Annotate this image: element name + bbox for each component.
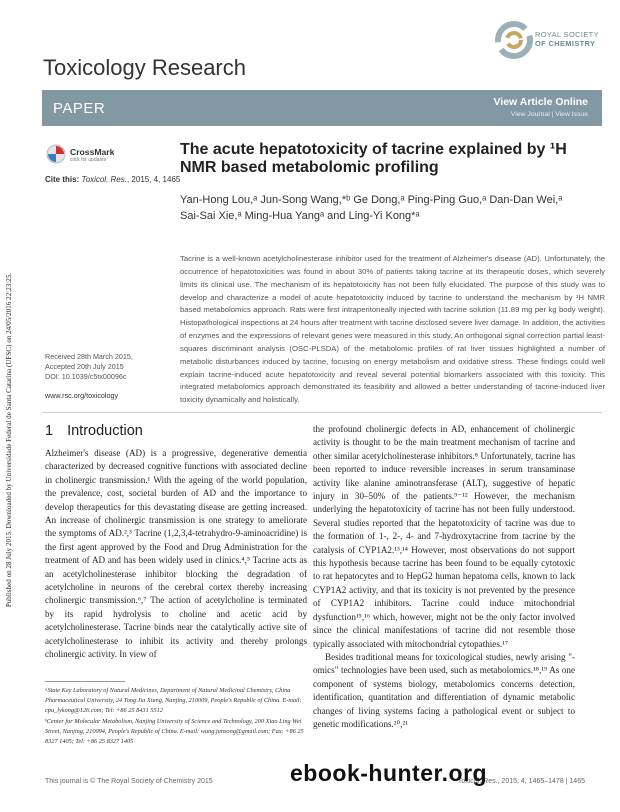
journal-website-link[interactable]: www.rsc.org/toxicology [45, 391, 119, 400]
body-paragraph: the profound cholinergic defects in AD, enhancement of cholinergic activity is thought to be the main treatment mechanism of tacrine and other similar acetylcholinesterase inhibitors.⁸ Unfortunately, tacrine has been reported to induce reversible increases in serum transaminase activity like alanine aminotransferase (ALT), suggestive of hepatic injury in 30–50% of the patients.⁹⁻¹² However, the mechanism underlying the hepatotoxicity of tacrine has not been fully understood. Several studies reported that the hepatotoxicity of tacrine was due to the formation of 1-, 2-, 4- and 7-hydroxytacrine from tacrine by the catalysis of CYP1A2.¹³,¹⁴ However, most observations do not support this hypothesis because tacrine has been found to be equally cytotoxic to rat hepatocytes and to HepG2 human hepatoma cells, known to lack CYP1A2 activity, and that its toxicity is not prevented by the presence of CYP1A2 inhibitors. Tacrine could induce mitochondrial dysfunction¹⁵,¹⁶ which, however, might not be the only factor involved since the clinical manifestations of tacrine did not resemble those typically associated with mitochondrial cytopathies.¹⁷ [313, 424, 575, 649]
publication-dates [45, 352, 133, 382]
accepted-date: Accepted 20th July 2015 [45, 362, 124, 371]
cite-prefix: Cite this: [45, 175, 80, 184]
crossmark-badge[interactable] [46, 144, 121, 166]
view-article-online-link[interactable]: View Article Online [493, 96, 588, 108]
citation [45, 175, 180, 184]
section-title: Introduction [67, 423, 143, 439]
download-notice [2, 90, 16, 790]
doi[interactable]: DOI: 10.1039/c5tx00096c [45, 372, 127, 381]
affiliation-b: ᵇCenter for Molecular Metabolism, Nanjing University of Science and Technology, 200 Xiao Ling Wei Street, Nanjing, 210094, People's Republic of China. E-mail: wang.junsong@gmail.com; Fax: +86 25 8327 1405; Tel: +86 25 8327 1405 [45, 717, 304, 746]
cite-rest: , 2015, 4, 1465 [126, 175, 181, 184]
body-column-right [313, 423, 575, 731]
section-number: 1 [45, 423, 54, 439]
publisher-line2: OF CHEMISTRY [535, 39, 596, 48]
footer-page-reference: Toxicol. Res., 2015, 4, 1465–1478 | 1465 [457, 778, 585, 785]
author-list: Yan-Hong Lou,ᵃ Jun-Song Wang,*ᵇ Ge Dong,ᵃ Ping-Ping Guo,ᵃ Dan-Dan Wei,ᵃ Sai-Sai Xie,ᵃ Ming-Hua Yangᵃ and Ling-Yi Kong*ᵃ [180, 194, 563, 222]
footer-copyright: This journal is © The Royal Society of Chemistry 2015 [45, 778, 213, 785]
view-journal-issue-links[interactable]: View Journal | View Issue [510, 111, 588, 118]
publisher-name [535, 30, 599, 48]
affiliations [45, 686, 307, 747]
section-heading [45, 423, 143, 439]
journal-title: Toxicology Research [43, 55, 246, 80]
watermark-text: ebook-hunter.org [290, 760, 488, 786]
crossmark-sublabel: click for updates [70, 157, 107, 163]
section-divider [42, 412, 602, 413]
footnote-divider [45, 681, 125, 682]
received-date: Received 28th March 2015, [45, 352, 133, 361]
publisher-line1: ROYAL SOCIETY [535, 30, 599, 39]
crossmark-label: CrossMark [70, 147, 115, 157]
body-paragraph: Besides traditional means for toxicological studies, newly arising "-omics" technologies have been used, such as metabolomics.¹⁸,¹⁹ As one component of systems biology, metabolomics concerns detection, identification, quantitation and differentiation of dynamic metabolic changes of living systems facing a pathological event or subject to genetic modifications.²⁰,²¹ [313, 651, 575, 729]
body-column-left [45, 447, 307, 662]
body-paragraph: Alzheimer's disease (AD) is a progressive, degenerative dementia characterized by decreased cognitive functions with associated decline in cholinergic transmission.¹ With the ageing of the world population, the prevalence, cost, societal burden of AD and the importance to develop therapeutics for this devastating disease are getting increased. An increase of cholinergic transmission is one strategy to ameliorate the symptoms of AD.²,³ Tacrine (1,2,3,4-tetrahydro-9-aminoacridine) is the first agent approved by the Food and Drug Administration for the treatment of AD and has been widely used in clinics.⁴,⁵ Tacrine acts as an acetylcholinesterase inhibitor blocking the degradation of acetylcholine in neurons of the cerebral cortex thereby increasing cholinergic transmission.⁶,⁷ The action of acetylcholine is terminated by its rapid hydrolysis to choline and acetic acid by acetylcholinesterase. Tacrine binds near the catalytically active site of acetylcholinesterase to inhibit its activity and thereby prolongs cholinergic activity. In view of [45, 448, 307, 660]
affiliation-a: ᵃState Key Laboratory of Natural Medicines, Department of Natural Medicinal Chemistry, China Pharmaceutical University, 24 Tong Jia Xiang, Nanjing, 210009, People's Republic of China. E-mail: cpu_lykong@126.com; Tel: +86 25 8431 5512 [45, 687, 302, 715]
crossmark-icon [46, 144, 66, 164]
article-type: PAPER [53, 100, 106, 117]
article-title: The acute hepatotoxicity of tacrine explained by ¹H NMR based metabolomic profiling [180, 141, 567, 176]
abstract: Tacrine is a well-known acetylcholinesterase inhibitor used for the treatment of Alzheimer's disease (AD). Unfortunately, the occurrence of hepatotoxicities was found in about 30% of patients taking tacrine at its therapeutic doses, which severely limits its clinical use. The mechanism of its hepatotoxicity has not been fully elucidated. The purpose of this study was to develop and characterize a model of acute hepatotoxicity induced by tacrine to understand the mechanism by ¹H NMR based metabolomics approach. Rats were first intraperitoneally injected with tacrine solution (11.89 mg per kg body weight). Histopathological inspections at 24 hours after treatment with tacrine disclosed severe liver damage. In addition, the activities of enzymes and the expressions of relevant genes were measured in this study. An orthogonal signal correction partial least-squares discriminant analysis (OSC-PLSDA) of the metabolomic profiles of rat liver tissues highlighted a number of metabolic disturbances induced by tacrine, focusing on energy metabolism and oxidative stress. These findings could well explain tacrine-induced acute hepatotoxicity and reveal several potential biomarkers associated with this toxicity. This integrated metabolomics approach demonstrated its feasibility and allowed a better understanding of tacrine-induced liver toxicity dynamically and holistically. [180, 254, 605, 405]
article-type-bar [42, 90, 602, 126]
cite-journal: Toxicol. Res. [81, 175, 127, 184]
download-notice-text: Published on 28 July 2015. Downloaded by Universidade Federal de Santa Catarina (UFSC) on 24/05/2016 22:23:25. [5, 272, 13, 608]
